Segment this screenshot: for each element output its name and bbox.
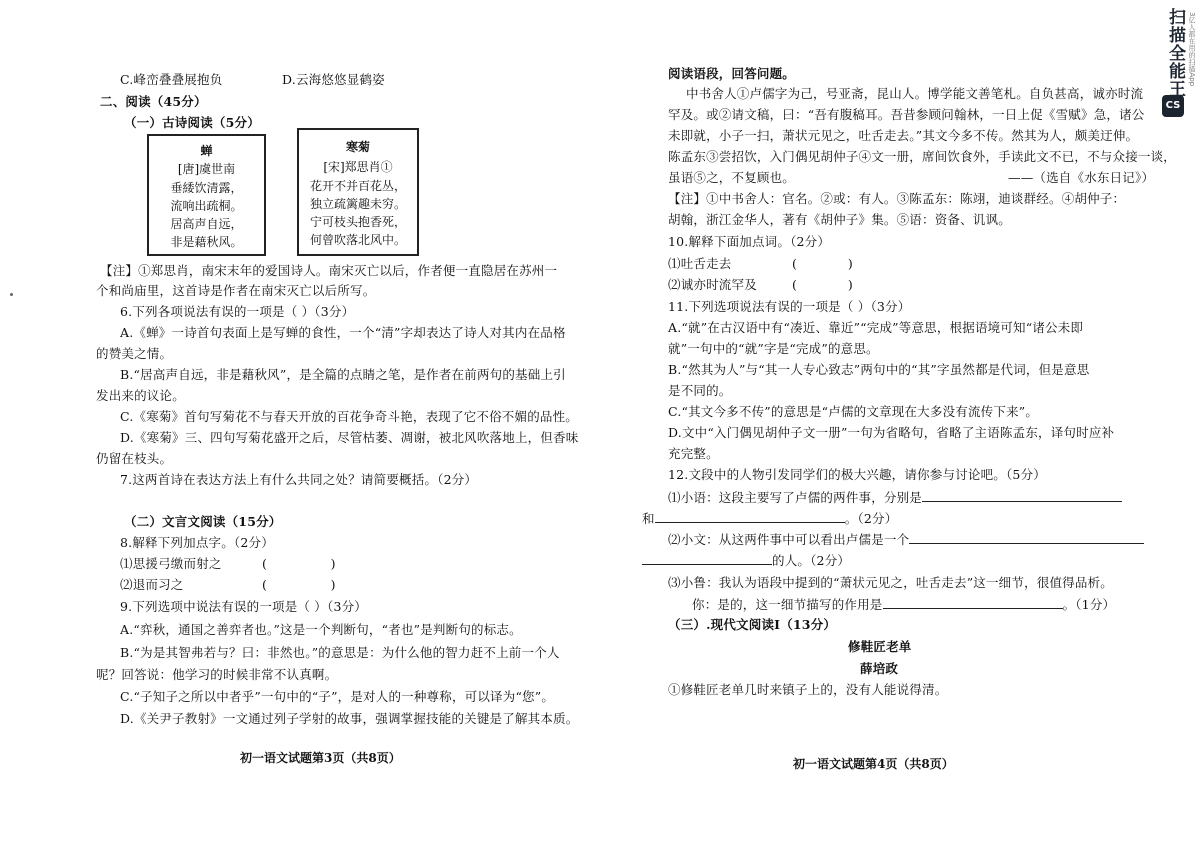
q6-option-d: D.《寒菊》三、四句写菊花盛开之后，尽管枯萎、凋谢，被北风吹落地上，但香味: [120, 430, 579, 445]
article-author: 薛培政: [860, 661, 899, 676]
q9-option-a: A.“弈秋，通国之善弈者也。”这是一个判断句，“者也”是判断句的标志。: [120, 622, 522, 637]
q11-option-b: 是不同的。: [668, 383, 732, 398]
article-title: 修鞋匠老单: [848, 639, 912, 654]
poem-title: 寒菊: [345, 140, 370, 154]
passage-source: ——（选自《水东日记》）: [1008, 170, 1155, 185]
q6-option-d: 仍留在枝头。: [96, 451, 173, 466]
answer-paren[interactable]: ( ): [792, 277, 853, 292]
q9-option-d: D.《关尹子教射》一文通过列子学射的故事，强调掌握技能的关键是了解其本质。: [120, 711, 579, 726]
poem-line: 宁可枝头抱香死，: [309, 215, 406, 229]
page-footer: 初一语文试题第3页（共8页）: [240, 751, 401, 765]
q8-item-1-text: ⑴思援弓缴而射之: [120, 556, 222, 571]
blank-prefix: 和: [642, 511, 655, 526]
answer-paren[interactable]: ( ): [262, 556, 336, 571]
poem-line: 独立疏篱趣未穷。: [309, 197, 406, 211]
q9-option-b: B.“为是其智弗若与？曰：非然也。”的意思是：为什么他的智力赶不上前一个人: [120, 645, 560, 660]
q9-option-b: 呢？回答说：他学习的时候非常不认真啊。: [96, 667, 338, 682]
passage-line: 陈孟东③尝招饮，入门偶见胡仲子④文一册，席间饮食外，手读此文不已，不与众接一谈，: [668, 149, 1177, 164]
q11-option-a: 就”一句中的“就”字是“完成”的意思。: [668, 341, 879, 356]
question-12: 12.文段中的人物引发同学们的极大兴趣，请你参与讨论吧。（5分）: [668, 467, 1046, 482]
q10-item-1: ⑴吐舌走去: [668, 256, 732, 271]
answer-blank[interactable]: [883, 596, 1063, 609]
question-10: 10.解释下面加点词。（2分）: [668, 234, 831, 249]
q12-item-1-cont: [642, 510, 897, 527]
score-note: 的人。（2分）: [772, 553, 851, 568]
q11-option-b: B.“然其为人”与“其一人专心致志”两句中的“其”字虽然都是代词，但是意思: [668, 362, 1090, 377]
poem-box-hanju: [297, 128, 419, 256]
q12-item-1-text: ⑴小语：这段主要写了卢儒的两件事，分别是: [668, 490, 923, 505]
q12-item-1: [668, 489, 1122, 506]
passage-line: 虽语⑤之，不复顾也。: [668, 170, 796, 185]
answer-blank[interactable]: [642, 552, 772, 565]
question-9: 9.下列选项中说法有误的一项是（ ）（3分）: [120, 599, 368, 614]
poem-line: 非是藉秋风。: [170, 235, 243, 249]
q11-option-d: 充完整。: [668, 446, 719, 461]
q6-option-a: A.《蝉》一诗首句表面上是写蝉的食性，一个“清”字却表达了诗人对其内在品格: [120, 325, 566, 340]
passage-line: 中书舍人①卢儒字为己，号亚斋，昆山人。博学能文善笔札。自负甚高，诚亦时流: [686, 86, 1144, 101]
passage-note: 【注】①中书舍人：官名。②或：有人。③陈孟东：陈翊，迪谈群经。④胡仲子：: [668, 191, 1126, 206]
passage-line: 未即就，小子一扫，萧状元见之，吐舌走去。”其文今多不传。然其为人，颇美迂伸。: [668, 128, 1139, 143]
score-note: 。（1分）: [1062, 597, 1116, 612]
poem-note: 【注】①郑思肖，南宋末年的爱国诗人。南宋灭亡以后，作者便一直隐居在苏州一: [100, 263, 558, 278]
poem-note: 个和尚庙里，这首诗是作者在南宋灭亡以后所写。: [96, 283, 376, 298]
q10-item-2: ⑵诚亦时流罕及: [668, 277, 757, 292]
answer-paren[interactable]: ( ): [792, 256, 853, 271]
q6-option-c: C.《寒菊》首句写菊花不与春天开放的百花争奇斗艳，表现了它不俗不媚的品性。: [120, 409, 578, 424]
q6-option-b: B.“居高声自远，非是藉秋风”，是全篇的点睛之笔，是作者在前两句的基础上引: [120, 367, 566, 382]
question-8: 8.解释下列加点字。（2分）: [120, 535, 274, 550]
poem-author: [宋]郑思肖①: [323, 160, 393, 174]
poem-line: 流响出疏桐。: [170, 199, 243, 213]
watermark-title: 扫描全能王: [1165, 8, 1185, 98]
q6-option-a: 的赞美之情。: [96, 346, 173, 361]
answer-paren[interactable]: ( ): [262, 577, 336, 592]
section-reading-heading: 二、阅读（45分）: [100, 94, 207, 109]
right-page: [600, 0, 1200, 847]
q8-item-2-text: ⑵退而习之: [120, 577, 184, 592]
camscanner-logo-icon: CS: [1162, 95, 1184, 117]
passage-line: 罕及。或②请文稿，曰：“吾有腹稿耳。吾昔参顾问翰林，一日上促《雪赋》急，诸公: [668, 107, 1145, 122]
q8-item-1: [120, 556, 222, 572]
scanner-watermark: [1156, 0, 1200, 190]
q9-option-c: C.“子知子之所以中者乎”一句中的“子”，是对人的一种尊称，可以译为“您”。: [120, 689, 555, 704]
poem-title: 蝉: [200, 144, 213, 158]
watermark-subtitle: 3亿人都在用的扫描App: [1188, 12, 1196, 87]
option-c: C.峰峦叠叠展抱负: [120, 72, 223, 87]
poem-line: 何曾吹落北风中。: [309, 233, 406, 247]
article-paragraph-1: ①修鞋匠老单几时来镇子上的，没有人能说得清。: [668, 682, 948, 697]
question-7: 7.这两首诗在表达方法上有什么共同之处？请简要概括。（2分）: [120, 472, 478, 487]
answer-blank[interactable]: [922, 489, 1122, 502]
poem-line: 居高声自远，: [170, 217, 243, 231]
scan-speck: [10, 293, 13, 296]
modern-subsection-heading: （三）.现代文阅读Ⅰ（13分）: [668, 617, 837, 632]
question-11: 11.下列选项说法有误的一项是（ ）（3分）: [668, 299, 911, 314]
q8-item-2: [120, 577, 184, 593]
passage-note: 胡翰，浙江金华人，著有《胡仲子》集。⑤语：资备、讥讽。: [668, 212, 1011, 227]
reading-intro: 阅读语段，回答问题。: [668, 66, 796, 81]
q6-option-b: 发出来的议论。: [96, 388, 185, 403]
classical-subsection-heading: （二）文言文阅读（15分）: [124, 514, 282, 529]
q12-item-2-cont: [642, 552, 850, 569]
q12-item-3: ⑶小鲁：我认为语段中提到的“萧状元见之，吐舌走去”这一细节，很值得品析。: [668, 575, 1113, 590]
q11-option-c: C.“其文今多不传”的意思是“卢儒的文章现在大多没有流传下来”。: [668, 404, 1039, 419]
q12-item-3-cont: [692, 596, 1115, 613]
q12-item-3-prompt: 你：是的，这一细节描写的作用是: [692, 597, 883, 612]
poem-line: 垂緌饮清露，: [170, 181, 243, 195]
score-note: 。（2分）: [844, 511, 898, 526]
answer-blank[interactable]: [909, 531, 1144, 544]
poem-box-chan: [147, 134, 266, 256]
poem-line: 花开不并百花丛，: [309, 179, 406, 193]
q12-item-2: [668, 531, 1144, 548]
page-footer: 初一语文试题第4页（共8页）: [793, 757, 954, 771]
poetry-subsection-heading: （一）古诗阅读（5分）: [124, 115, 260, 130]
q11-option-a: A.“就”在古汉语中有“凑近、靠近”“完成”等意思，根据语境可知“诸公未即: [668, 320, 1084, 335]
q11-option-d: D.文中“入门偶见胡仲子文一册”一句为省略句，省略了主语陈孟东，译句时应补: [668, 425, 1115, 440]
question-6: 6.下列各项说法有误的一项是（ ）（3分）: [120, 304, 355, 319]
poem-author: [唐]虞世南: [177, 162, 236, 176]
answer-blank[interactable]: [655, 510, 845, 523]
option-d: D.云海悠悠显鹤姿: [282, 72, 385, 87]
q12-item-2-text: ⑵小文：从这两件事中可以看出卢儒是一个: [668, 532, 910, 547]
